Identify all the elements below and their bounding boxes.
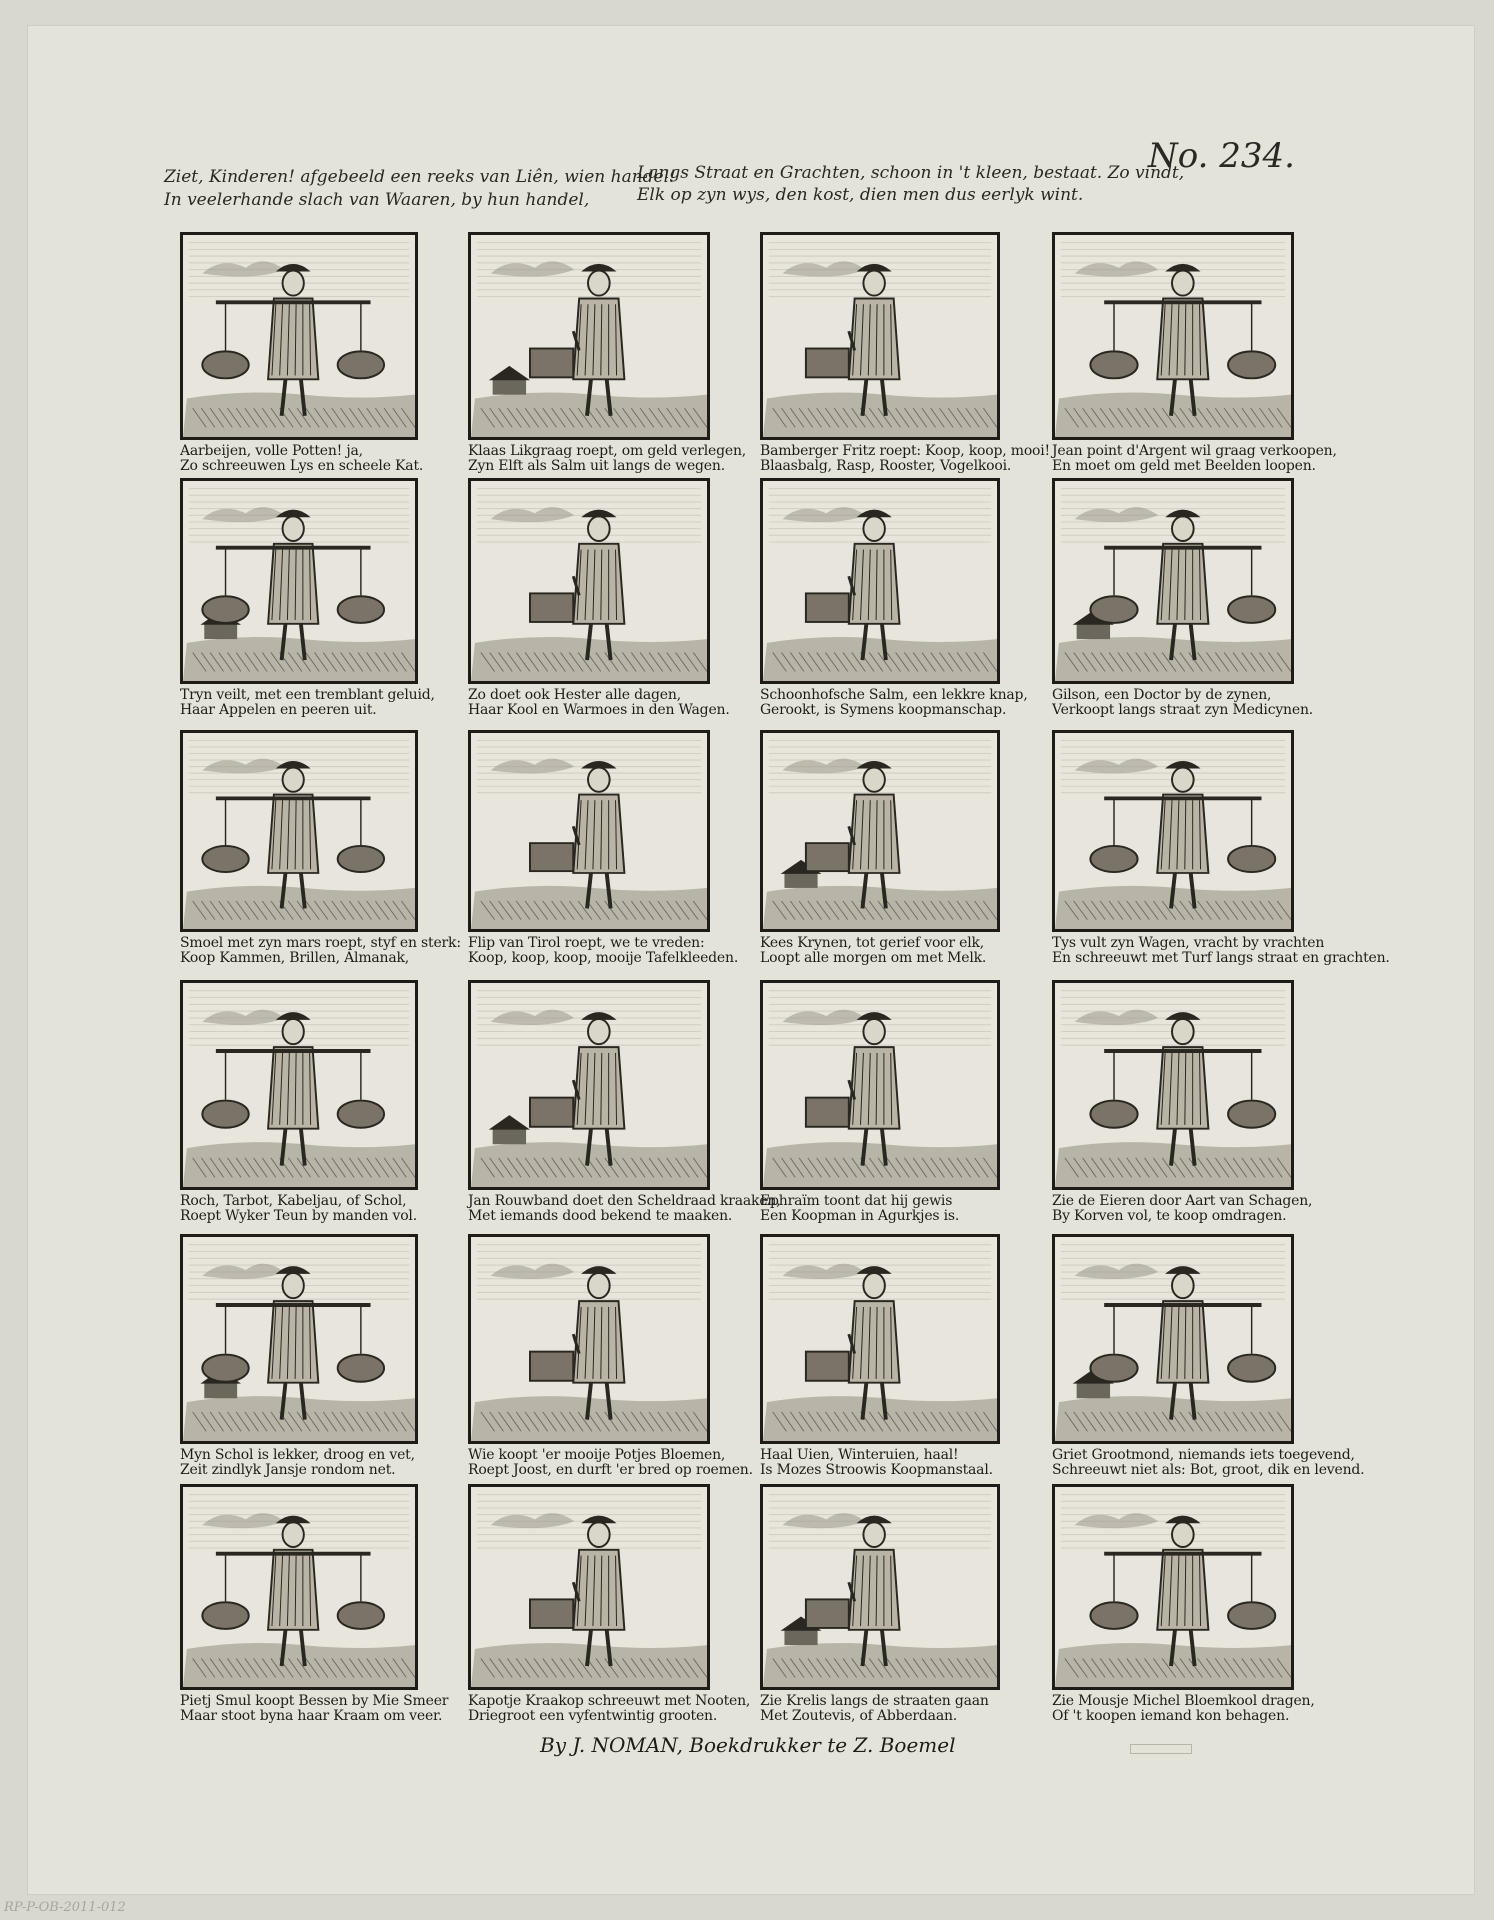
- caption-line-2: Gerookt, is Symens koopmanschap.: [760, 702, 1007, 718]
- caption-line-2: Loopt alle morgen om met Melk.: [760, 950, 987, 966]
- caption-line-1: Gilson, een Doctor by de zynen,: [1052, 687, 1272, 703]
- caption-line-2: Haar Kool en Warmoes in den Wagen.: [468, 702, 730, 718]
- caption-line-2: Driegroot een vyfentwintig grooten.: [468, 1708, 718, 1724]
- woodcut-image: [760, 1234, 1000, 1444]
- woodcut-image: [468, 478, 710, 684]
- woodcut-image: [468, 232, 710, 440]
- woodcut-image: [760, 478, 1000, 684]
- woodcut-image: [1052, 980, 1294, 1190]
- woodcut-illustration: [471, 481, 707, 681]
- woodcut-image: [760, 980, 1000, 1190]
- woodcut-image: [468, 730, 710, 932]
- caption-line-1: Zie Krelis langs de straaten gaan: [760, 1693, 989, 1709]
- caption-line-2: Roept Wyker Teun by manden vol.: [180, 1208, 417, 1224]
- caption-line-2: Is Mozes Stroowis Koopmanstaal.: [760, 1462, 993, 1478]
- caption-line-2: Zo schreeuwen Lys en scheele Kat.: [180, 458, 424, 474]
- caption-line-2: Met Zoutevis, of Abberdaan.: [760, 1708, 958, 1724]
- woodcut-illustration: [471, 983, 707, 1187]
- caption-line-1: Griet Grootmond, niemands iets toegevend,: [1052, 1447, 1355, 1463]
- caption-line-2: En schreeuwt met Turf langs straat en grachten.: [1052, 950, 1390, 966]
- caption-line-1: Bamberger Fritz roept: Koop, koop, mooi!: [760, 443, 1050, 459]
- woodcut-image: [468, 1484, 710, 1690]
- caption-line-2: By Korven vol, te koop omdragen.: [1052, 1208, 1287, 1224]
- woodcut-illustration: [1055, 481, 1291, 681]
- woodcut-illustration: [183, 1237, 415, 1441]
- caption-line-2: Maar stoot byna haar Kraam om veer.: [180, 1708, 443, 1724]
- woodcut-illustration: [471, 1237, 707, 1441]
- caption-line-1: Kapotje Kraakop schreeuwt met Nooten,: [468, 1693, 751, 1709]
- caption-line-1: Jean point d'Argent wil graag verkoopen,: [1052, 443, 1337, 459]
- woodcut-image: [1052, 730, 1294, 932]
- caption-line-1: Tryn veilt, met een tremblant geluid,: [180, 687, 435, 703]
- woodcut-image: [468, 980, 710, 1190]
- woodcut-illustration: [763, 235, 997, 437]
- woodcut-image: [180, 478, 418, 684]
- caption-line-1: Kees Krynen, tot gerief voor elk,: [760, 935, 985, 951]
- inventory-number: RP-P-OB-2011-012: [4, 1900, 126, 1915]
- caption-line-2: Schreeuwt niet als: Bot, groot, dik en levend.: [1052, 1462, 1365, 1478]
- caption-line-1: Ephraïm toont dat hij gewis: [760, 1193, 953, 1209]
- woodcut-illustration: [763, 1237, 997, 1441]
- woodcut-illustration: [1055, 1237, 1291, 1441]
- caption-line-2: Een Koopman in Agurkjes is.: [760, 1208, 960, 1224]
- caption-line-1: Jan Rouwband doet den Scheldraad kraaken,: [468, 1193, 781, 1209]
- imprint: By J. NOMAN, Boekdrukker te Z. Boemel: [540, 1733, 956, 1757]
- woodcut-illustration: [763, 733, 997, 929]
- caption-line-2: Verkoopt langs straat zyn Medicynen.: [1052, 702, 1314, 718]
- caption-line-1: Haal Uien, Winteruien, haal!: [760, 1447, 959, 1463]
- woodcut-illustration: [1055, 733, 1291, 929]
- woodcut-image: [1052, 478, 1294, 684]
- caption-line-1: Flip van Tirol roept, we te vreden:: [468, 935, 705, 951]
- caption-line-2: Zyn Elft als Salm uit langs de wegen.: [468, 458, 725, 474]
- caption-line-1: Pietj Smul koopt Bessen by Mie Smeer: [180, 1693, 449, 1709]
- woodcut-illustration: [183, 235, 415, 437]
- header-line2-right: Elk op zyn wys, den kost, dien men dus eerlyk wint.: [637, 185, 1084, 205]
- woodcut-image: [180, 980, 418, 1190]
- caption-line-1: Zo doet ook Hester alle dagen,: [468, 687, 681, 703]
- stamp-mark: [1130, 1744, 1192, 1754]
- woodcut-illustration: [183, 481, 415, 681]
- caption-line-1: Aarbeijen, volle Potten! ja,: [180, 443, 363, 459]
- woodcut-image: [180, 730, 418, 932]
- caption-line-1: Schoonhofsche Salm, een lekkre knap,: [760, 687, 1028, 703]
- woodcut-image: [760, 232, 1000, 440]
- caption-line-2: Met iemands dood bekend te maaken.: [468, 1208, 733, 1224]
- caption-line-1: Tys vult zyn Wagen, vracht by vrachten: [1052, 935, 1325, 951]
- header-line1-right: Langs Straat en Grachten, schoon in 't kleen, bestaat. Zo vindt,: [637, 163, 1185, 183]
- woodcut-illustration: [183, 1487, 415, 1687]
- woodcut-illustration: [471, 1487, 707, 1687]
- caption-line-2: Roept Joost, en durft 'er bred op roemen.: [468, 1462, 753, 1478]
- woodcut-illustration: [183, 983, 415, 1187]
- woodcut-image: [760, 730, 1000, 932]
- woodcut-image: [760, 1484, 1000, 1690]
- caption-line-1: Wie koopt 'er mooije Potjes Bloemen,: [468, 1447, 726, 1463]
- woodcut-image: [468, 1234, 710, 1444]
- caption-line-2: Blaasbalg, Rasp, Rooster, Vogelkooi.: [760, 458, 1012, 474]
- sheet-number: No. 234.: [1148, 136, 1295, 176]
- woodcut-illustration: [763, 1487, 997, 1687]
- woodcut-illustration: [183, 733, 415, 929]
- header-line1-left: Ziet, Kinderen! afgebeeld een reeks van Liên, wien handel!: [164, 167, 676, 187]
- woodcut-image: [1052, 1484, 1294, 1690]
- caption-line-2: Zeit zindlyk Jansje rondom net.: [180, 1462, 396, 1478]
- woodcut-illustration: [1055, 235, 1291, 437]
- woodcut-illustration: [471, 235, 707, 437]
- header-line2-left: In veelerhande slach van Waaren, by hun handel,: [164, 190, 590, 210]
- woodcut-image: [180, 1234, 418, 1444]
- woodcut-illustration: [1055, 983, 1291, 1187]
- caption-line-1: Zie de Eieren door Aart van Schagen,: [1052, 1193, 1313, 1209]
- caption-line-1: Smoel met zyn mars roept, styf en sterk:: [180, 935, 461, 951]
- woodcut-illustration: [763, 481, 997, 681]
- caption-line-2: Haar Appelen en peeren uit.: [180, 702, 377, 718]
- woodcut-image: [1052, 1234, 1294, 1444]
- woodcut-image: [180, 232, 418, 440]
- woodcut-illustration: [763, 983, 997, 1187]
- woodcut-illustration: [471, 733, 707, 929]
- woodcut-image: [180, 1484, 418, 1690]
- caption-line-1: Myn Schol is lekker, droog en vet,: [180, 1447, 415, 1463]
- caption-line-2: Koop Kammen, Brillen, Almanak,: [180, 950, 410, 966]
- caption-line-1: Zie Mousje Michel Bloemkool dragen,: [1052, 1693, 1315, 1709]
- woodcut-illustration: [1055, 1487, 1291, 1687]
- caption-line-2: En moet om geld met Beelden loopen.: [1052, 458, 1316, 474]
- caption-line-1: Roch, Tarbot, Kabeljau, of Schol,: [180, 1193, 407, 1209]
- caption-line-1: Klaas Likgraag roept, om geld verlegen,: [468, 443, 747, 459]
- caption-line-2: Of 't koopen iemand kon behagen.: [1052, 1708, 1290, 1724]
- caption-line-2: Koop, koop, koop, mooije Tafelkleeden.: [468, 950, 739, 966]
- woodcut-image: [1052, 232, 1294, 440]
